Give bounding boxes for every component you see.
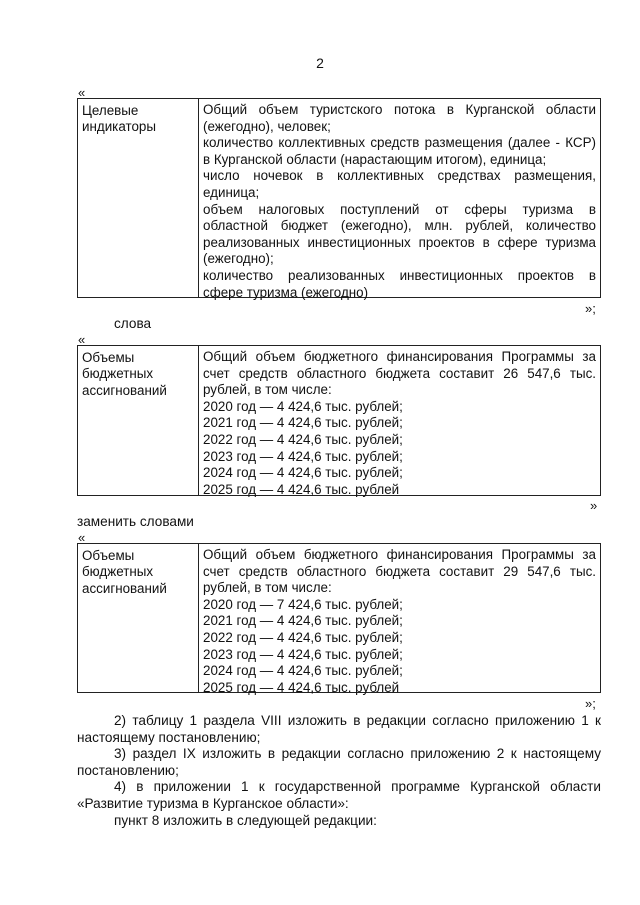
- text-line: 2024 год — 4 424,6 тыс. рублей;: [203, 465, 403, 481]
- table-label-cell: [78, 544, 199, 692]
- text-line: количество реализованных инвестиционных проектов в: [203, 267, 596, 283]
- table-label: [78, 346, 198, 399]
- text-line: счет средств областного бюджета составит 29 547,6 тыс.: [203, 563, 596, 579]
- text-line: Общий объем бюджетного финансирования Программы за: [203, 349, 596, 364]
- word-replace: заменить словами: [77, 514, 194, 529]
- table-content-cell: [199, 346, 600, 498]
- text-line: 2020 год — 7 424,6 тыс. рублей;: [203, 596, 403, 612]
- table-budget-old: [77, 345, 601, 496]
- text-line: в Курганской области (нарастающим итогом), единица;: [203, 151, 547, 167]
- text-line: 2020 год — 4 424,6 тыс. рублей;: [203, 398, 403, 414]
- paragraph-line: постановлению;: [77, 762, 179, 778]
- paragraph-line: 3) раздел IX изложить в редакции согласно приложению 2 к настоящему: [114, 746, 601, 762]
- table-content-cell: [199, 99, 600, 301]
- paragraph-line: пункт 8 изложить в следующей редакции:: [114, 812, 377, 828]
- text-line: сфере туризма (ежегодно): [203, 284, 369, 300]
- text-line: 2021 год — 4 424,6 тыс. рублей;: [203, 613, 403, 629]
- table-content-cell: [199, 544, 600, 696]
- open-quote: «: [78, 85, 86, 100]
- page-number: 2: [316, 55, 324, 71]
- text-line: число ночевок в коллективных средствах размещения,: [203, 168, 596, 184]
- paragraph-line: 4) в приложении 1 к государственной программе Курганской области: [114, 779, 601, 795]
- text-line: счет средств областного бюджета составит 26 547,6 тыс.: [203, 365, 596, 381]
- text-line: областной бюджет (ежегодно), млн. рублей, количество: [203, 218, 596, 234]
- table-budget-new: [77, 543, 601, 693]
- text-line: 2024 год — 4 424,6 тыс. рублей;: [203, 663, 403, 679]
- text-line: 2023 год — 4 424,6 тыс. рублей;: [203, 646, 403, 662]
- close-quote: »: [590, 498, 598, 513]
- text-line: Общий объем бюджетного финансирования Программы за: [203, 547, 596, 562]
- close-quote: »;: [585, 301, 596, 316]
- text-line: 2021 год — 4 424,6 тыс. рублей;: [203, 415, 403, 431]
- table-label: [78, 99, 198, 136]
- open-quote: «: [78, 332, 86, 347]
- label-line: Объемы: [82, 548, 135, 563]
- table-label: [78, 544, 198, 597]
- text-line: 2022 год — 4 424,6 тыс. рублей;: [203, 431, 403, 447]
- text-line: Общий объем туристского потока в Курганской области: [203, 102, 596, 117]
- paragraph-line: 2) таблицу 1 раздела VIII изложить в редакции согласно приложению 1 к: [114, 713, 601, 728]
- text-line: объем налоговых поступлений от сферы туризма в: [203, 201, 596, 217]
- text-line: единица;: [203, 184, 260, 200]
- text-line: рублей, в том числе:: [203, 580, 332, 596]
- label-line: Объемы: [82, 350, 135, 365]
- label-line: бюджетных: [82, 366, 154, 382]
- text-line: (ежегодно), человек;: [203, 118, 331, 134]
- paragraph-line: «Развитие туризма в Курганское области»:: [77, 795, 349, 811]
- text-line: 2025 год — 4 424,6 тыс. рублей: [203, 679, 400, 695]
- table-label-cell: [78, 346, 199, 495]
- table-target-indicators: [77, 98, 601, 298]
- open-quote: «: [78, 530, 86, 545]
- text-line: количество коллективных средств размещения (далее - КСР): [203, 135, 596, 151]
- word-slova: слова: [114, 316, 152, 331]
- paragraph-line: настоящему постановлению;: [77, 729, 261, 745]
- text-line: 2023 год — 4 424,6 тыс. рублей;: [203, 448, 403, 464]
- label-line: ассигнований: [82, 580, 167, 596]
- text-line: реализованных инвестиционных проектов в сфере туризма: [203, 234, 596, 250]
- label-line: Целевые: [82, 103, 139, 118]
- table-label-cell: [78, 99, 199, 297]
- paragraphs: [77, 713, 601, 829]
- close-quote: »;: [585, 696, 596, 711]
- label-line: индикаторы: [82, 119, 156, 135]
- label-line: бюджетных: [82, 564, 154, 580]
- text-line: (ежегодно);: [203, 251, 274, 267]
- text-line: 2022 год — 4 424,6 тыс. рублей;: [203, 629, 403, 645]
- text-line: рублей, в том числе:: [203, 382, 332, 398]
- text-line: 2025 год — 4 424,6 тыс. рублей: [203, 481, 400, 497]
- label-line: ассигнований: [82, 382, 167, 398]
